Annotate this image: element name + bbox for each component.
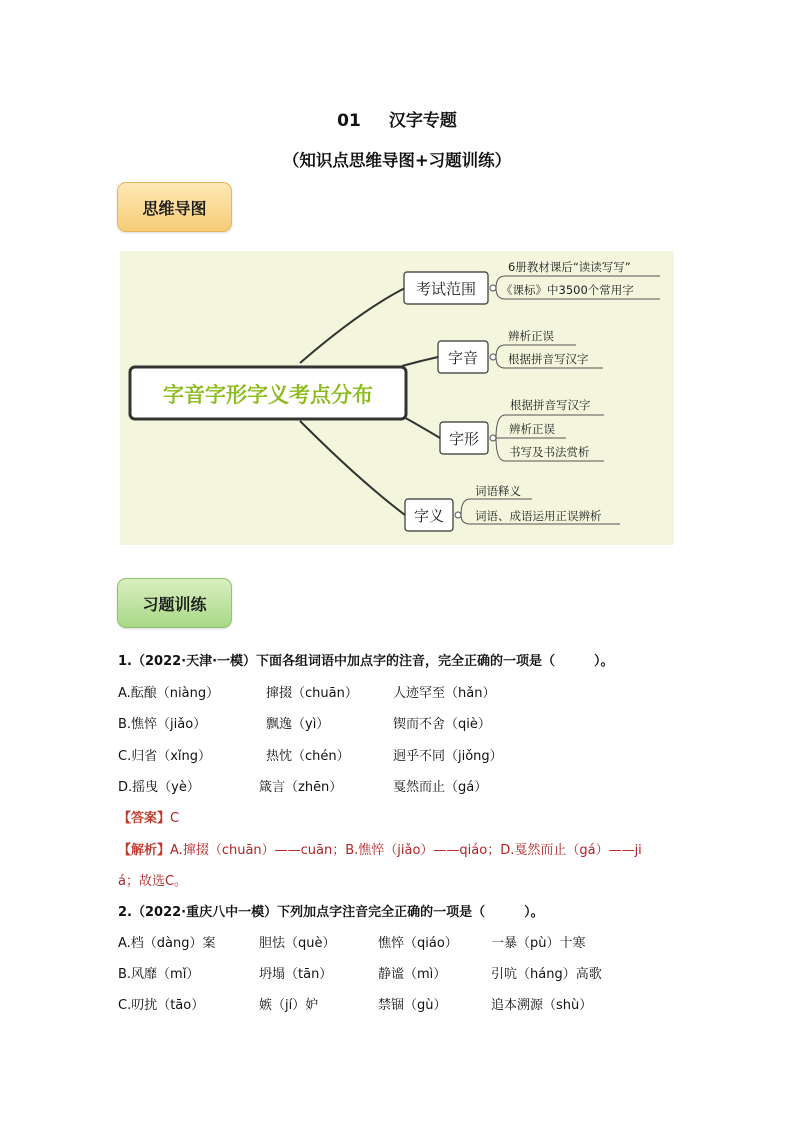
branch-joint [490,354,496,360]
option-b: B.风靡（mǐ） [118,967,200,982]
branch-label-pronunciation: 字音 [447,349,479,367]
option-c-word: 追本溯源（shù） [491,998,593,1013]
question-2-stem: 2.（2022·重庆八中一模）下列加点字注音完全正确的一项是（ ）。 [118,905,544,920]
option-a-word: 一暴（pù）十寒 [491,936,586,951]
title-number: 01 [337,111,361,131]
title-text: 汉字专题 [388,111,457,131]
branch-joint [490,435,496,441]
option-d-word: 戛然而止（gá） [393,780,488,795]
answer-value: C [170,811,180,826]
leaf-label: 6册教材课后“读读写写” [508,260,631,274]
branch-label-scope: 考试范围 [415,280,477,298]
document-subtitle: （知识点思维导图+习题训练） [282,151,512,170]
analysis-line [118,839,642,858]
option-d: D.摇曳（yè） [118,780,200,795]
option-b-word: 飘逸（yì） [266,717,330,732]
mind-map [120,251,674,545]
option-a: A.酝酿（niàng） [118,686,220,701]
analysis-label: 【解析】 [118,843,171,858]
branch-label-form: 字形 [448,430,480,448]
analysis-text: A.撺掇（chuān）——cuān；B.憔悴（jiǎo）——qiáo；D.戛然而止（gá）——ji [170,843,642,858]
option-a: A.档（dàng）案 [118,936,216,951]
center-node-label: 字音字形字义考点分布 [163,383,373,407]
answer-label: 【答案】 [118,811,171,826]
branch-joint [490,285,496,291]
option-b-word: 锲而不舍（qiè） [393,717,491,732]
option-a-word: 撺掇（chuān） [266,686,358,701]
option-b: B.憔悴（jiǎo） [118,717,207,732]
document-title [0,106,794,131]
option-c-word: 热忱（chén） [266,749,350,764]
option-c-word: 嫉（jí）妒 [259,998,319,1013]
option-c: C.归省（xǐng） [118,749,212,764]
leaf-label: 词语、成语运用正误辨析 [475,509,602,523]
analysis-text-continued: á；故选C。 [118,874,188,889]
leaf-label: 书写及书法赏析 [509,445,590,459]
leaf-label: 《课标》中3500个常用字 [501,283,634,297]
exercise-section-badge: 习题训练 [117,578,232,628]
leaf-label: 辨析正误 [508,329,554,343]
option-c-word: 迥乎不同（jiǒng） [393,749,503,764]
option-b-word: 引吭（háng）高歌 [491,967,602,982]
branch-label-meaning: 字义 [413,507,445,525]
option-c: C.叨扰（tāo） [118,998,205,1013]
leaf-label: 词语释义 [475,484,521,498]
leaf-label: 根据拼音写汉字 [508,352,589,366]
option-b-word: 坍塌（tān） [259,967,333,982]
option-b-word: 静谧（mì） [378,967,447,982]
option-c-word: 禁锢（gù） [378,998,447,1013]
mindmap-section-badge: 思维导图 [117,182,232,232]
leaf-label: 根据拼音写汉字 [510,398,591,412]
option-a-word: 胆怯（què） [259,936,336,951]
leaf-label: 辨析正误 [509,422,555,436]
branch-joint [455,512,461,518]
question-1-stem: 1.（2022·天津·一模）下面各组词语中加点字的注音，完全正确的一项是（ ）。 [118,654,614,669]
option-a-word: 憔悴（qiáo） [378,936,458,951]
answer-line [118,807,179,826]
option-d-word: 箴言（zhēn） [259,780,343,795]
mind-map-diagram [120,251,674,545]
option-a-word: 人迹罕至（hǎn） [393,686,496,701]
